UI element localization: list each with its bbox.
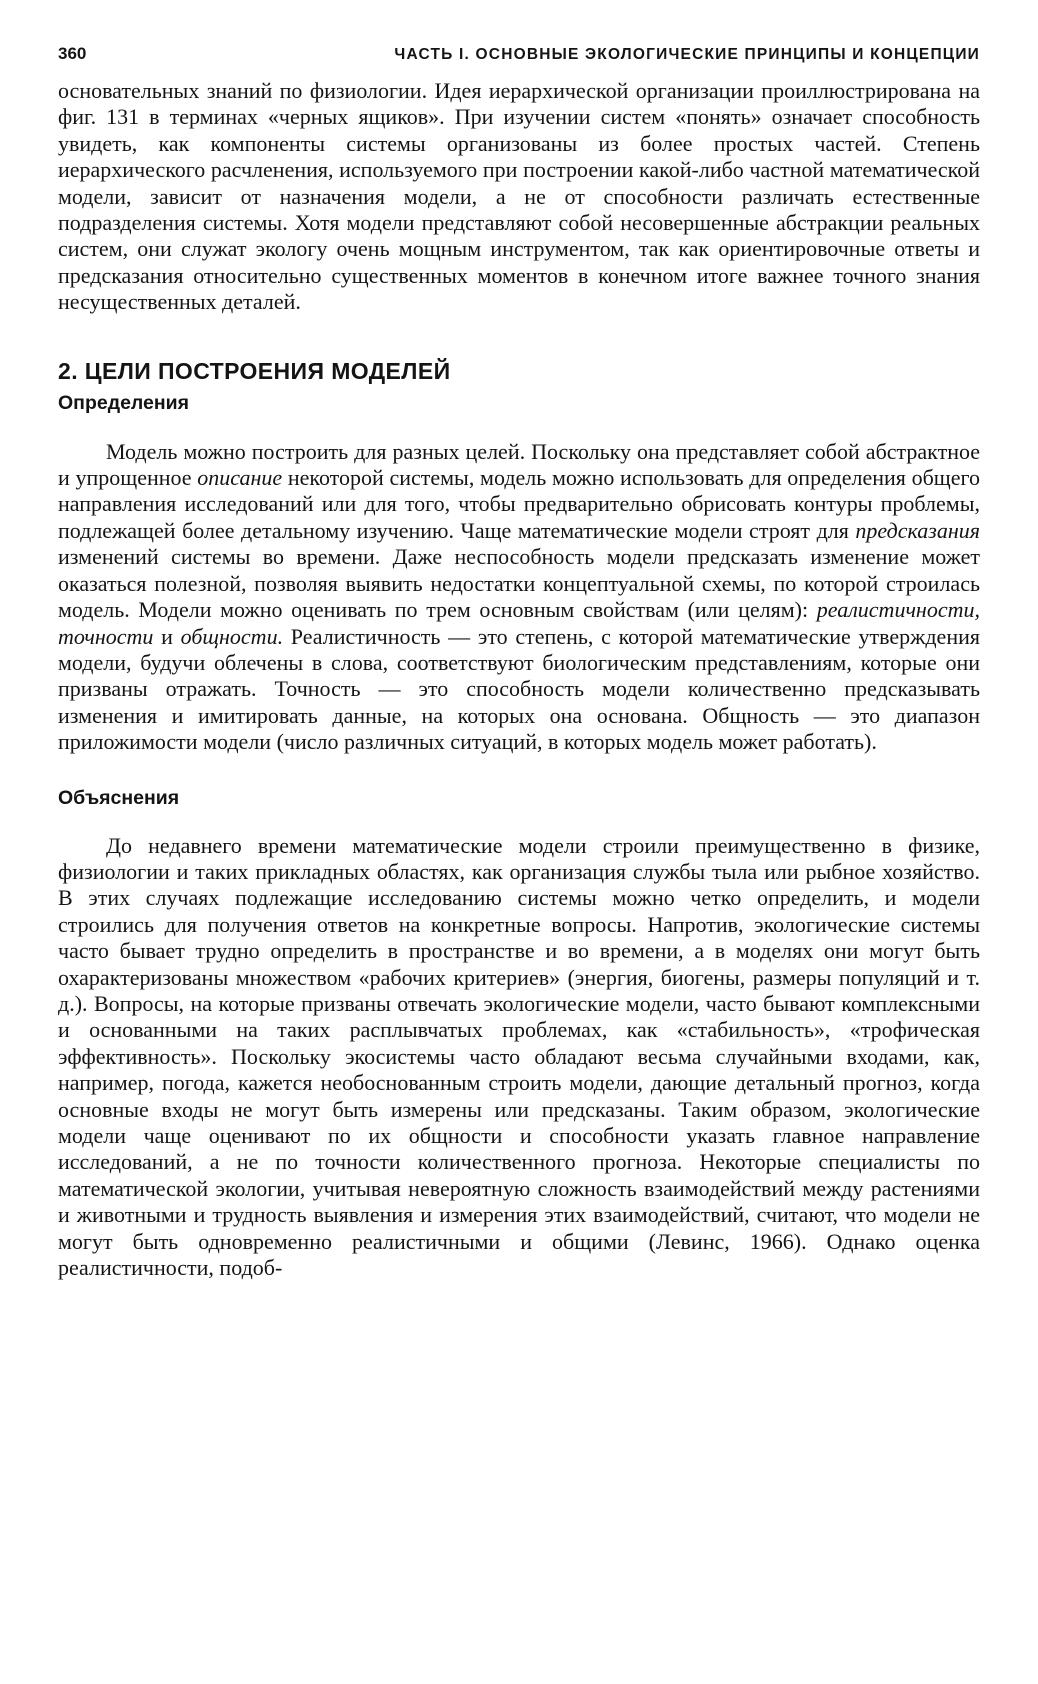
section-title: 2. ЦЕЛИ ПОСТРОЕНИЯ МОДЕЛЕЙ — [58, 357, 451, 384]
definitions-italic-description: описание — [197, 465, 283, 491]
definitions-text-5: Реалистичность — это степень, с которой математические утверждения модели, будучи облечены в слова, соответствуют биологическим представлениям, которые они призваны отражать. Точность — это способность модели количественно предсказывать изменения и имитировать данные, на которых она основана. Общность — это диапазон приложимости модели (число различных ситуаций, в которых модель может работать). — [58, 623, 980, 755]
definitions-text-2: некоторой системы, модель можно использовать для определения общего направления исследований или для того, чтобы предварительно обрисовать контуры проблемы, подлежащей более детальному изучению. Чаще математические модели строят для — [58, 465, 980, 543]
page-number: 360 — [58, 44, 87, 63]
definitions-paragraph — [58, 439, 980, 756]
definitions-text-3: изменений системы во времени. Даже неспособность модели предсказать изменение может оказаться полезной, позволяя выявить недостатки концептуальной схемы, по которой строилась модель. Модели можно оценивать по трем основным свойствам (или целям): — [58, 544, 980, 623]
explanations-paragraph: До недавнего времени математические модели строили преимущественно в физике, физиологии и таких прикладных областях, как организация службы тыла или рыбное хозяйство. В этих случаях подлежащие исследованию системы можно четко определить, и модели строились для получения ответов на конкретные вопросы. Напротив, экологические системы часто бывает трудно определить в пространстве и во времени, а в моделях они могут быть охарактеризованы множеством «рабочих критериев» (энергия, биогены, размеры популяций и т. д.). Вопросы, на которые призваны отвечать экологические модели, часто бывают комплексными и основанными на таких расплывчатых проблемах, как «стабильность», «трофическая эффективность». Поскольку экосистемы часто обладают весьма случайными входами, как, например, погода, кажется необоснованным строить модели, дающие детальный прогноз, когда основные входы не могут быть измерены или предсказаны. Таким образом, экологические модели чаще оценивают по их общности и способности указать главное направление исследований, а не по точности количественного прогноза. Некоторые специалисты по математической экологии, учитывая невероятную сложность взаимодействий между растениями и животными и трудность выявления и измерения этих взаимодействий, считают, что модели не могут быть одновременно реалистичными и общими (Левинс, 1966). Однако оценка реалистичности, подоб- — [58, 832, 980, 1281]
definitions-heading: Определения — [58, 391, 190, 414]
intro-paragraph: основательных знаний по физиологии. Идея иерархической организации проиллюстрирована на фиг. 131 в терминах «черных ящиков». При изучении систем «понять» означает способность увидеть, как компоненты системы организованы из более простых частей. Степень иерархического расчленения, используемого при построении какой-либо частной математической модели, зависит от назначения модели, а не от способности различать естественные подразделения системы. Хотя модели представляют собой несовершенные абстракции реальных систем, они служат экологу очень мощным инструментом, так как ориентировочные ответы и предсказания относительно существенных моментов в конечном итоге важнее точного знания несущественных деталей. — [58, 78, 980, 315]
definitions-italic-prediction: предсказания — [855, 517, 980, 543]
definitions-text-4: и — [153, 623, 181, 649]
definitions-italic-generality: общности. — [180, 623, 284, 649]
book-page — [58, 44, 980, 1281]
explanations-heading: Объяснения — [58, 786, 180, 809]
definitions-italic-realism-precision: реалистичности, точности — [58, 597, 980, 649]
running-head — [58, 44, 980, 64]
definitions-text-1: Модель можно построить для разных целей. Поскольку она представляет собой абстрактное и упрощенное — [58, 438, 980, 491]
running-title: ЧАСТЬ I. ОСНОВНЫЕ ЭКОЛОГИЧЕСКИЕ ПРИНЦИПЫ И КОНЦЕПЦИИ — [394, 46, 980, 63]
